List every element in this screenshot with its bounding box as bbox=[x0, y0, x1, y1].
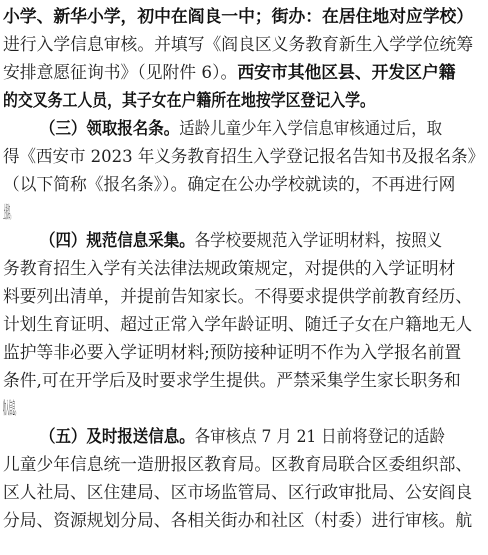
text-run: 进行入学信息审核。并填写《阎良区义务教育新生入学学位统筹 bbox=[3, 35, 474, 55]
text-line bbox=[40, 227, 484, 255]
text-run: 安排意愿征询书》（见附件 6）。 bbox=[3, 63, 238, 83]
text-run: 收入信息。 bbox=[3, 399, 19, 419]
text-line bbox=[3, 31, 485, 59]
text-run: 务教育招生入学有关法律法规政策规定，对提供的入学证明材 bbox=[3, 259, 456, 279]
text-line bbox=[40, 115, 484, 143]
text-line bbox=[40, 423, 484, 451]
bold-text-run: （三）领取报名条。 bbox=[40, 119, 180, 139]
text-run: 儿童少年信息统一造册报区教育局。区教育局联合区委组织部、 bbox=[3, 455, 473, 475]
text-run: 计划生育证明、超过正常入学年龄证明、随迁子女在户籍地无人 bbox=[3, 315, 473, 335]
bold-text-run: （四）规范信息采集。 bbox=[40, 231, 195, 251]
text-line bbox=[3, 255, 484, 283]
text-line bbox=[3, 171, 484, 199]
text-line bbox=[3, 311, 484, 339]
text-line bbox=[3, 451, 484, 479]
text-line bbox=[3, 199, 73, 227]
text-line bbox=[3, 3, 485, 31]
text-run: 适龄儿童少年入学信息审核通过后，取 bbox=[179, 119, 443, 139]
text-run: 监护等非必要入学证明材料;预防接种证明不作为入学报名前置 bbox=[3, 343, 462, 363]
text-line bbox=[3, 507, 484, 535]
bold-text-run: （五）及时报送信息。 bbox=[40, 427, 195, 447]
text-run: 各审核点 7 月 21 日前将登记的适龄 bbox=[194, 427, 445, 447]
text-line bbox=[3, 367, 484, 395]
text-run: 分局、资源规划分局、各相关街办和社区（村委）进行审核。航 bbox=[3, 511, 473, 531]
text-line bbox=[3, 283, 484, 311]
text-line bbox=[3, 59, 485, 87]
text-line bbox=[3, 87, 430, 115]
text-run: 得《西安市 2023 年义务教育招生入学登记报名告知书及报名条》 bbox=[3, 147, 485, 167]
text-run: 区人社局、区住建局、区市场监管局、区行政审批局、公安阎良 bbox=[3, 483, 473, 503]
text-line bbox=[3, 143, 485, 171]
text-run: 料要列出清单，并提前告知家长。不得要求提供学前教育经历、 bbox=[3, 287, 473, 307]
text-line bbox=[3, 395, 90, 423]
text-run: （以下简称《报名条》）。确定在公办学校就读的，不再进行网 bbox=[3, 175, 456, 195]
text-line bbox=[3, 479, 484, 507]
bold-text-run: 西安市其他区县、开发区户籍 bbox=[237, 63, 456, 83]
bold-text-run: 小学、新华小学，初中在阎良一中；街办：在居住地对应学校） bbox=[3, 7, 474, 27]
text-line bbox=[3, 339, 484, 367]
bold-text-run: 的交叉务工人员，其子女在户籍所在地按学区登记入学。 bbox=[3, 91, 375, 111]
text-run: 上报名。 bbox=[3, 203, 13, 223]
text-run: 各学校要规范入学证明材料，按照义 bbox=[194, 231, 443, 251]
text-run: 条件,可在开学后及时要求学生提供。严禁采集学生家长职务和 bbox=[3, 371, 461, 391]
